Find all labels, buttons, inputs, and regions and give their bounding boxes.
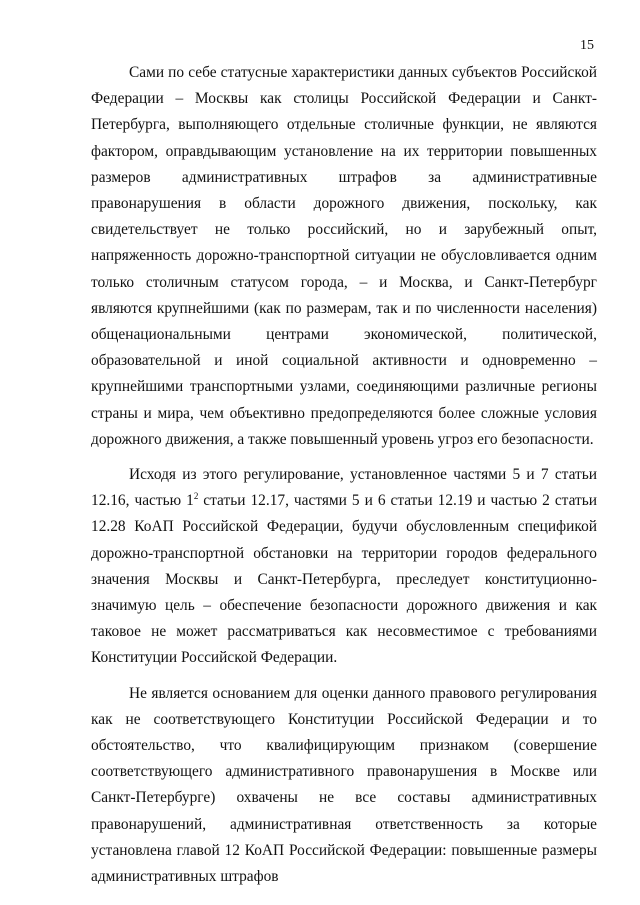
- paragraph-status-characteristics: Сами по себе статусные характеристики данных субъектов Российской Федерации – Москвы как столицы Российской Федерации и Санкт-Петербурга, выполняющего отдельные столичные функции, не являются фактором, оправдывающим установление на их территории повышенных размеров административных штрафов за административные правонарушения в области дорожного движения, поскольку, как свидетельствует не только российский, но и зарубежный опыт, напряженность дорожно-транспортной ситуации не обусловливается одним только столичным статусом города, – и Москва, и Санкт-Петербург являются крупнейшими (как по размерам, так и по численности населения) общенациональными центрами экономической, политической, образовательной и иной социальной активности и одновременно – крупнейшими транспортными узлами, соединяющими различные регионы страны и мира, чем объективно предопределяются более сложные условия дорожного движения, а также повышенный уровень угроз его безопасности.: [91, 64, 597, 448]
- paragraph-regulation-text-end: статьи 12.17, частями 5 и 6 статьи 12.19 и частью 2 статьи 12.28 КоАП Российской Федерации, будучи обусловленным спецификой дорожно-транспортной обстановки на территории городов федерального значения Москвы и Санкт-Петербурга, преследует конституционно-значимую цель – обеспечение безопасности дорожного движения и как таковое не может рассматриваться как несовместимое с требованиями Конституции Российской Федерации.: [91, 492, 597, 667]
- article-superscript: 2: [193, 491, 199, 502]
- paragraph-regulation-articles: [91, 462, 597, 672]
- page-number: 15: [580, 38, 594, 53]
- paragraph-regulation-text-start: Исходя из этого регулирование, установленное частями 5 и 7 статьи 12.16, частью 1: [91, 466, 597, 510]
- paragraph-qualifying-sign: Не является основанием для оценки данного правового регулирования как не соответствующего Конституции Российской Федерации и то обстоятельство, что квалифицирующим признаком (совершение соответствующего административного правонарушения в Москве или Санкт-Петербурге) охвачены не все составы административных правонарушений, административная ответственность за которые установлена главой 12 КоАП Российской Федерации: повышенные размеры административных штрафов: [91, 684, 597, 886]
- document-body: [91, 60, 597, 890]
